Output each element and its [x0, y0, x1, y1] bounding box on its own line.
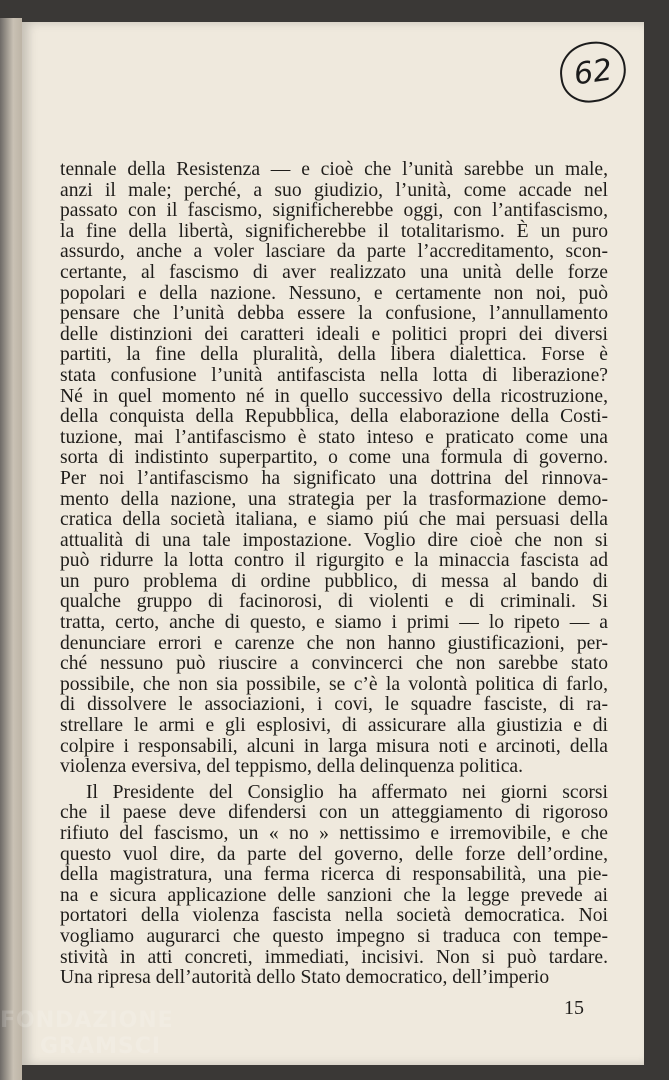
- paragraph-2: [60, 783, 608, 989]
- watermark-line-2: GRAMSCI: [40, 1034, 162, 1059]
- text-line: popolari e della nazione. Nessuno, e certamente non noi, può: [60, 282, 608, 304]
- text-line: Né in quel momento né in quello successivo della ricostruzione,: [60, 385, 608, 407]
- text-line: Il Presidente del Consiglio ha affermato nei giorni scorsi: [86, 781, 608, 803]
- text-line: sorta di indistinto superpartito, o come una formula di governo.: [60, 447, 608, 469]
- text-line: partiti, la fine della pluralità, della libera dialettica. Forse è: [60, 344, 608, 366]
- text-line: la fine della libertà, significherebbe il totalitarismo. È un puro: [60, 220, 608, 242]
- text-line: stività in atti concreti, immediati, incisivi. Non si può tardare.: [60, 946, 608, 968]
- text-line: denunciare errori e carenze che non hanno giustificazioni, per-: [60, 632, 608, 654]
- handwritten-archive-number: 62: [556, 38, 630, 107]
- text-line: cratica della società italiana, e siamo piú che mai persuasi della: [60, 509, 608, 531]
- text-line: assurdo, anche a voler lasciare da parte l’accreditamento, scon-: [60, 241, 608, 263]
- text-line: può ridurre la lotta contro il rigurgito e la minaccia fascista ad: [60, 550, 608, 572]
- text-line: passato con il fascismo, significherebbe oggi, con l’antifascismo,: [60, 200, 608, 222]
- text-line: della conquista della Repubblica, della elaborazione della Costi-: [60, 406, 608, 428]
- book-page: [22, 22, 644, 1065]
- watermark: [0, 1008, 174, 1060]
- text-line: na e sicura applicazione delle sanzioni che la legge prevede ai: [60, 884, 608, 906]
- text-line: delle distinzioni dei caratteri ideali e politici propri dei diversi: [60, 323, 608, 345]
- adjacent-page-edge: [0, 18, 22, 1080]
- text-line: della magistratura, una ferma ricerca di responsabilità, una pie-: [60, 864, 608, 886]
- text-line: attualità di una tale impostazione. Voglio dire cioè che non si: [60, 529, 608, 551]
- text-line: strellare le armi e gli esplosivi, di assicurare alla giustizia e di: [60, 715, 608, 737]
- text-line: violenza eversiva, del teppismo, della delinquenza politica.: [60, 756, 524, 778]
- text-line: anzi il male; perché, a suo giudizio, l’unità, come accade nel: [60, 179, 608, 201]
- text-line: mento della nazione, una strategia per la trasformazione demo-: [60, 488, 608, 510]
- text-line: tennale della Resistenza — e cioè che l’unità sarebbe un male,: [60, 159, 608, 180]
- page-number: 15: [564, 997, 584, 1019]
- text-line: pensare che l’unità debba essere la confusione, l’annullamento: [60, 303, 608, 325]
- text-line: rifiuto del fascismo, un « no » nettissimo e irremovibile, e che: [60, 823, 608, 844]
- text-line: Una ripresa dell’autorità dello Stato democratico, dell’imperio: [60, 967, 550, 989]
- text-line: stata confusione l’unità antifascista nella lotta di liberazione?: [60, 364, 608, 386]
- text-line: certante, al fascismo di aver realizzato una unità delle forze: [60, 261, 608, 283]
- text-line: che il paese deve difendersi con un atteggiamento di rigoroso: [60, 802, 608, 824]
- text-line: ché nessuno può riuscire a convincerci che non sarebbe stato: [60, 653, 608, 675]
- text-line: di dissolvere le associazioni, i covi, le squadre fasciste, di ra-: [60, 694, 608, 716]
- text-line: tuzione, mai l’antifascismo è stato inteso e praticato come una: [60, 426, 608, 448]
- text-line: qualche gruppo di facinorosi, di violenti e di criminali. Si: [60, 591, 608, 613]
- text-line: colpire i responsabili, alcuni in larga misura noti e arcinoti, della: [60, 735, 608, 757]
- text-line: possibile, che non sia possibile, se c’è la volontà politica di farlo,: [60, 673, 608, 695]
- text-line: questo vuol dire, da parte del governo, delle forze dell’ordine,: [60, 843, 608, 865]
- text-line: tratta, certo, anche di questo, e siamo i primi — lo ripeto — a: [60, 612, 608, 634]
- text-line: vogliamo augurarci che questo impegno si traduca con tempe-: [60, 925, 608, 947]
- text-line: un puro problema di ordine pubblico, di messa al bando di: [60, 570, 608, 592]
- text-line: portatori della violenza fascista nella società democratica. Noi: [60, 905, 608, 927]
- paragraph-1: [60, 160, 608, 778]
- text-line: Per noi l’antifascismo ha significato una dottrina del rinnova-: [60, 467, 608, 489]
- watermark-line-1: FONDAZIONE: [0, 1008, 174, 1033]
- text-body: [60, 160, 608, 994]
